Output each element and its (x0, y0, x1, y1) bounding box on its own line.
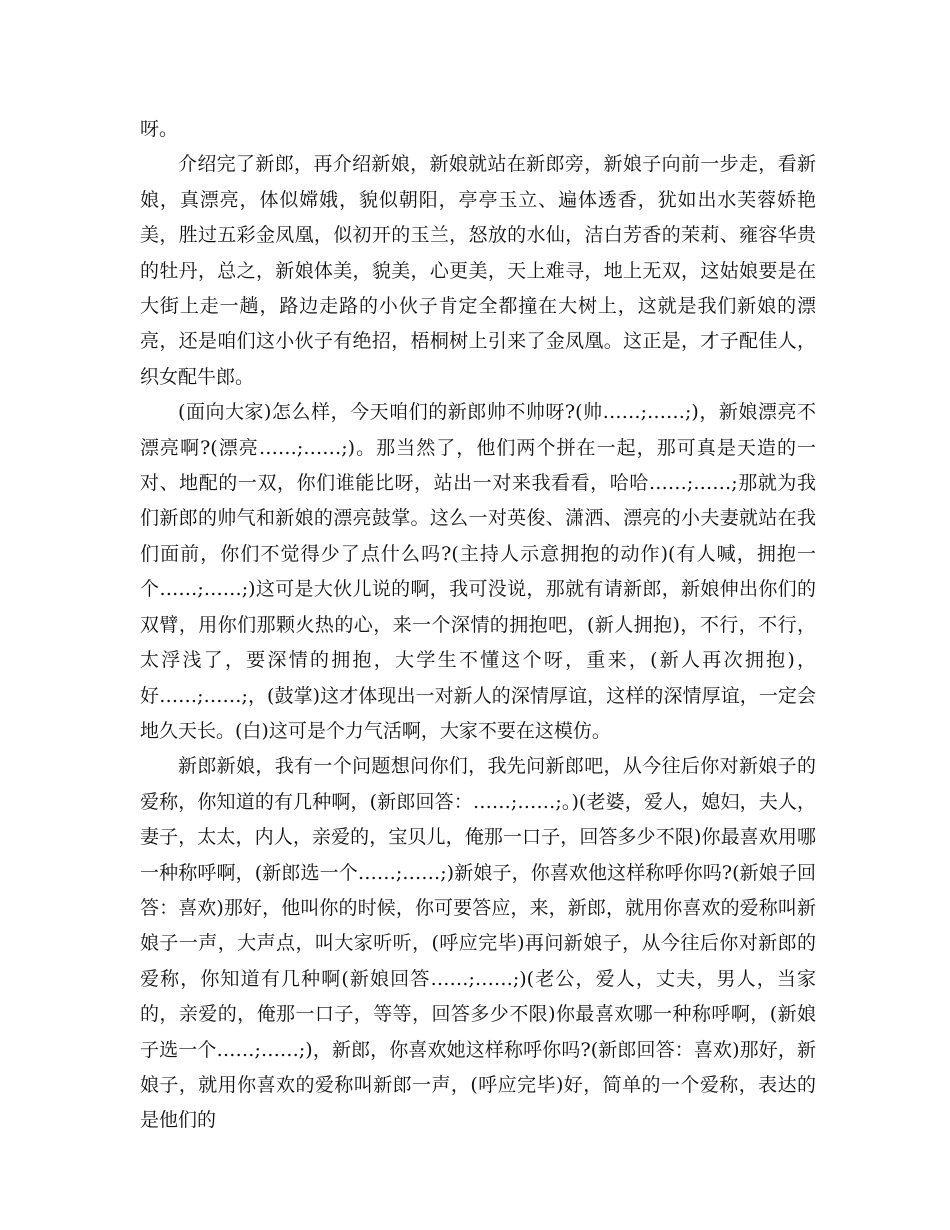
paragraph-pet-names: 新郎新娘，我有一个问题想问你们，我先问新郎吧，从今往后你对新娘子的爱称，你知道的有几种啊，(新郎回答：……;……;。)(老婆，爱人，媳妇，夫人，妻子，太太，内人，亲爱的，宝贝儿，俺那一口子，回答多少不限)你最喜欢用哪一种称呼啊，(新郎选一个……;……;)新娘子，你喜欢他这样称呼你吗?(新娘子回答：喜欢)那好，他叫你的时候，你可要答应，来，新郎，就用你喜欢的爱称叫新娘子一声，大声点，叫大家听听，(呼应完毕)再问新娘子，从今往后你对新郎的爱称，你知道有几种啊(新娘回答……;……;)(老公，爱人，丈夫，男人，当家的，亲爱的，俺那一口子，等等，回答多少不限)你最喜欢哪一种称呼啊，(新娘子选一个……;……;)，新郎，你喜欢她这样称呼你吗?(新郎回答：喜欢)那好，新娘子，就用你喜欢的爱称叫新郎一声，(呼应完毕)好，简单的一个爱称，表达的是他们的 (140, 755, 816, 1132)
paragraph-continuation: 呀。 (140, 118, 179, 140)
document-body (140, 112, 816, 1139)
paragraph-audience-hug: (面向大家)怎么样，今天咱们的新郎帅不帅呀?(帅……;……;)，新娘漂亮不漂亮啊?(漂亮……;……;)。那当然了，他们两个拼在一起，那可真是天造的一对、地配的一双，你们谁能比呀，站出一对来我看看，哈哈……;……;那就为我们新郎的帅气和新娘的漂亮鼓掌。这么一对英俊、潇洒、漂亮的小夫妻就站在我们面前，你们不觉得少了点什么吗?(主持人示意拥抱的动作)(有人喊，拥抱一个……;……;)这可是大伙儿说的啊，我可没说，那就有请新郎，新娘伸出你们的双臂，用你们那颗火热的心，来一个深情的拥抱吧，(新人拥抱)，不行，不行，太浮浅了，要深情的拥抱，大学生不懂这个呀，重来，(新人再次拥抱)，好……;……;，(鼓掌)这才体现出一对新人的深情厚谊，这样的深情厚谊，一定会地久天长。(白)这可是个力气活啊，大家不要在这模仿。 (140, 401, 816, 742)
paragraph-introduce-bride: 介绍完了新郎，再介绍新娘，新娘就站在新郎旁，新娘子向前一步走，看新娘，真漂亮，体似嫦娥，貌似朝阳，亭亭玉立、遍体透香，犹如出水芙蓉娇艳美，胜过五彩金凤凰，似初开的玉兰，怒放的水仙，洁白芳香的茉莉、雍容华贵的牡丹，总之，新娘体美，貌美，心更美，天上难寻，地上无双，这姑娘要是在大街上走一趟，路边走路的小伙子肯定全都撞在大树上，这就是我们新娘的漂亮，还是咱们这小伙子有绝招，梧桐树上引来了金凤凰。这正是，才子配佳人，织女配牛郎。 (140, 153, 816, 388)
